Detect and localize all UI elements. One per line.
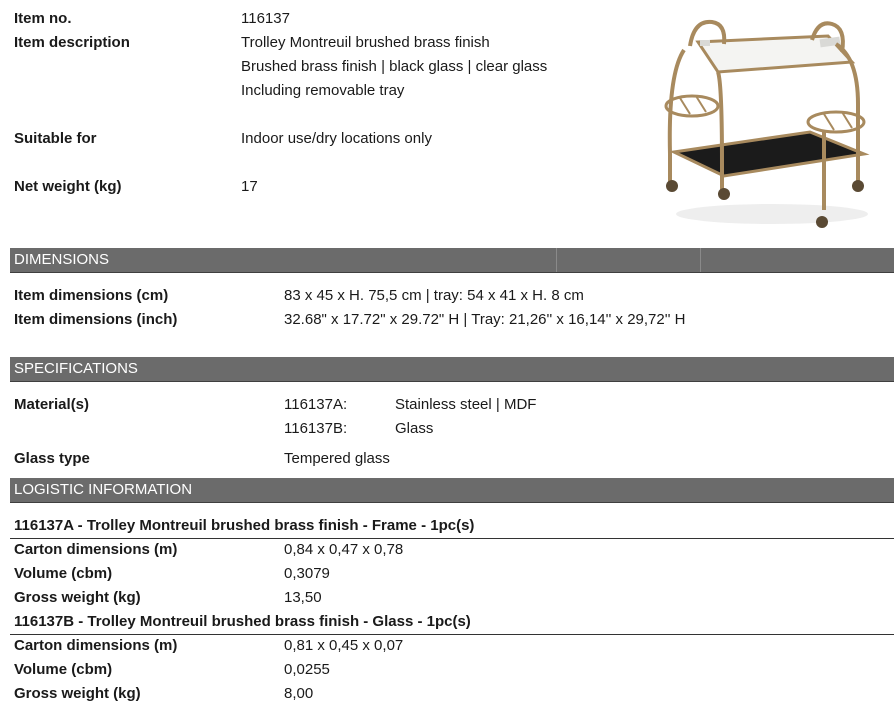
- specifications-title: SPECIFICATIONS: [14, 360, 138, 377]
- suitable-for-value: Indoor use/dry locations only: [241, 130, 432, 147]
- material-code: 116137B:: [284, 420, 348, 437]
- trolley-product-image: [660, 14, 882, 236]
- net-weight-value: 17: [241, 178, 258, 195]
- gross-weight-value: 13,50: [284, 589, 322, 606]
- item-no-value: 116137: [241, 10, 290, 27]
- gross-weight-value: 8,00: [284, 685, 314, 702]
- material-value: Glass: [395, 420, 434, 437]
- item-description-line: Trolley Montreuil brushed brass finish: [241, 34, 490, 51]
- package-heading: 116137A - Trolley Montreuil brushed brass finish - Frame - 1pc(s): [14, 517, 475, 534]
- volume-label: Volume (cbm): [14, 661, 113, 678]
- dimensions-header: [10, 248, 894, 273]
- volume-value: 0,3079: [284, 565, 330, 582]
- dimensions-title: DIMENSIONS: [14, 251, 110, 268]
- suitable-for-label: Suitable for: [14, 130, 97, 147]
- logistic-information-title: LOGISTIC INFORMATION: [14, 481, 193, 498]
- carton-dimensions-label: Carton dimensions (m): [14, 541, 178, 558]
- materials-label: Material(s): [14, 396, 90, 413]
- header-divider: [556, 248, 557, 272]
- item-description-line: Including removable tray: [241, 82, 405, 99]
- material-code: 116137A:: [284, 396, 348, 413]
- logistic-information-header: [10, 478, 894, 503]
- volume-value: 0,0255: [284, 661, 330, 678]
- carton-dimensions-value: 0,81 x 0,45 x 0,07: [284, 637, 404, 654]
- trolley-icon: [660, 14, 882, 236]
- carton-dimensions-value: 0,84 x 0,47 x 0,78: [284, 541, 404, 558]
- item-description-line: Brushed brass finish | black glass | clear glass: [241, 58, 548, 75]
- item-description-label: Item description: [14, 34, 130, 51]
- carton-dimensions-label: Carton dimensions (m): [14, 637, 178, 654]
- item-dimensions-inch-value: 32.68" x 17.72" x 29.72" H | Tray: 21,26'' x 16,14'' x 29,72'' H: [284, 311, 686, 328]
- item-no-label: Item no.: [14, 10, 72, 27]
- net-weight-label: Net weight (kg): [14, 178, 122, 195]
- glass-type-value: Tempered glass: [284, 450, 390, 467]
- item-dimensions-inch-label: Item dimensions (inch): [14, 311, 178, 328]
- gross-weight-label: Gross weight (kg): [14, 589, 141, 606]
- package-heading: 116137B - Trolley Montreuil brushed brass finish - Glass - 1pc(s): [14, 613, 471, 630]
- glass-type-label: Glass type: [14, 450, 90, 467]
- specifications-header: [10, 357, 894, 382]
- item-dimensions-cm-value: 83 x 45 x H. 75,5 cm | tray: 54 x 41 x H. 8 cm: [284, 287, 584, 304]
- volume-label: Volume (cbm): [14, 565, 113, 582]
- item-dimensions-cm-label: Item dimensions (cm): [14, 287, 169, 304]
- header-divider: [700, 248, 701, 272]
- gross-weight-label: Gross weight (kg): [14, 685, 141, 702]
- material-value: Stainless steel | MDF: [395, 396, 537, 413]
